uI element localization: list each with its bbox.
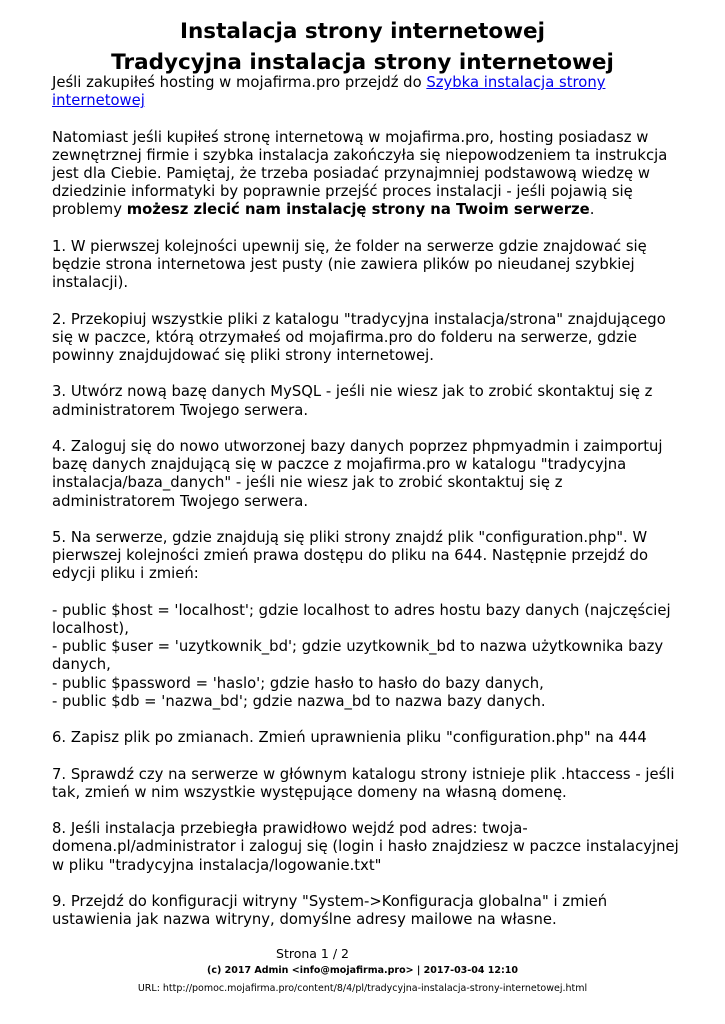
footer-copyright: (c) 2017 Admin <info@mojafirma.pro> | 2017-03-04 12:10 [207, 965, 518, 976]
config-list [52, 602, 684, 711]
intro-text: Jeśli zakupiłeś hosting w mojafirma.pro przejdź do [52, 74, 427, 91]
step-3: 3. Utwórz nową bazę danych MySQL - jeśli nie wiesz jak to zrobić skontaktuj się z administratorem Twojego serwera. [52, 383, 653, 419]
step-5: 5. Na serwerze, gdzie znajdują się pliki strony znajdź plik "configuration.php". W pierwszej kolejności zmień prawa dostępu do pliku na 644. Następnie przejdź do edycji pliku i zmień: [52, 528, 649, 583]
notice-bold-text: możesz zlecić nam instalację strony na Twoim serwerze [126, 201, 590, 219]
step-8: 8. Jeśli instalacja przebiegła prawidłowo wejdź pod adres: twoja-domena.pl/administrator i zaloguj się (login i hasło znajdziesz w paczce instalacyjnej w pliku "tradycyjna instalacja/logowanie.txt" [52, 820, 679, 874]
config-user-item: - public $user = 'uzytkownik_bd'; gdzie uzytkownik_bd to nazwa użytkownika bazy danych, [52, 638, 664, 674]
header [0, 0, 725, 78]
step-6: 6. Zapisz plik po zmianach. Zmień uprawnienia pliku "configuration.php" na 444 [52, 729, 647, 747]
notice-end: . [589, 201, 595, 219]
notice-paragraph [52, 129, 684, 220]
article-body [52, 74, 684, 948]
page-title: Instalacja strony internetowej [179, 19, 546, 44]
config-db-item: - public $db = 'nazwa_bd'; gdzie nazwa_bd to nazwa bazy danych. [52, 692, 546, 710]
notice-text: Natomiast jeśli kupiłeś stronę internetową w mojafirma.pro, hosting posiadasz w zewnętrznej firmie i szybka instalacja zakończyła się niepowodzeniem ta instrukcja jest dla Ciebie. Pamiętaj, że trzeba posiadać przynajmniej podstawową wiedzę w dziedzinie informatyki by poprawnie przejść proces instalacji - jeśli pojawią się problemy [52, 128, 668, 219]
page-number: Strona 1 / 2 [276, 946, 349, 961]
footer-url: URL: http://pomoc.mojafirma.pro/content/8/4/pl/tradycyjna-instalacja-strony-internetowej.html [137, 983, 588, 994]
step-9: 9. Przejdź do konfiguracji witryny "System->Konfiguracja globalna" i zmień ustawienia jak nazwa witryny, domyślne adresy mailowe na własne. [52, 892, 608, 929]
intro-paragraph [52, 74, 684, 110]
step-2: 2. Przekopiuj wszystkie pliki z katalogu "tradycyjna instalacja/strona" znajdującego się w paczce, którą otrzymałeś od mojafirma.pro do folderu na serwerze, gdzie powinny znajdujdować się pliki strony internetowej. [52, 310, 666, 364]
config-password-item: - public $password = 'haslo'; gdzie hasło to hasło do bazy danych, [52, 674, 544, 692]
step-1: 1. W pierwszej kolejności upewnij się, że folder na serwerze gdzie znajdować się będzie strona internetowa jest pusty (nie zawiera plików po nieudanej szybkiej instalacji). [52, 237, 647, 292]
step-4: 4. Zaloguj się do nowo utworzonej bazy danych poprzez phpmyadmin i zaimportuj bazę danych znajdującą się w paczce z mojafirma.pro w katalogu "tradycyjna instalacja/baza_danych" - jeśli nie wiesz jak to zrobić skontaktuj się z administratorem Twojego serwera. [52, 437, 663, 510]
config-host-item: - public $host = 'localhost'; gdzie localhost to adres hostu bazy danych (najczęściej localhost), [52, 601, 671, 637]
quick-install-link[interactable]: Szybka instalacja strony internetowej [52, 74, 606, 110]
page-subtitle: Tradycyjna instalacja strony internetowej [111, 50, 614, 75]
step-7: 7. Sprawdź czy na serwerze w głównym katalogu strony istnieje plik .htaccess - jeśli tak, zmień w nim wszystkie występujące domeny na własną domenę. [52, 765, 675, 801]
